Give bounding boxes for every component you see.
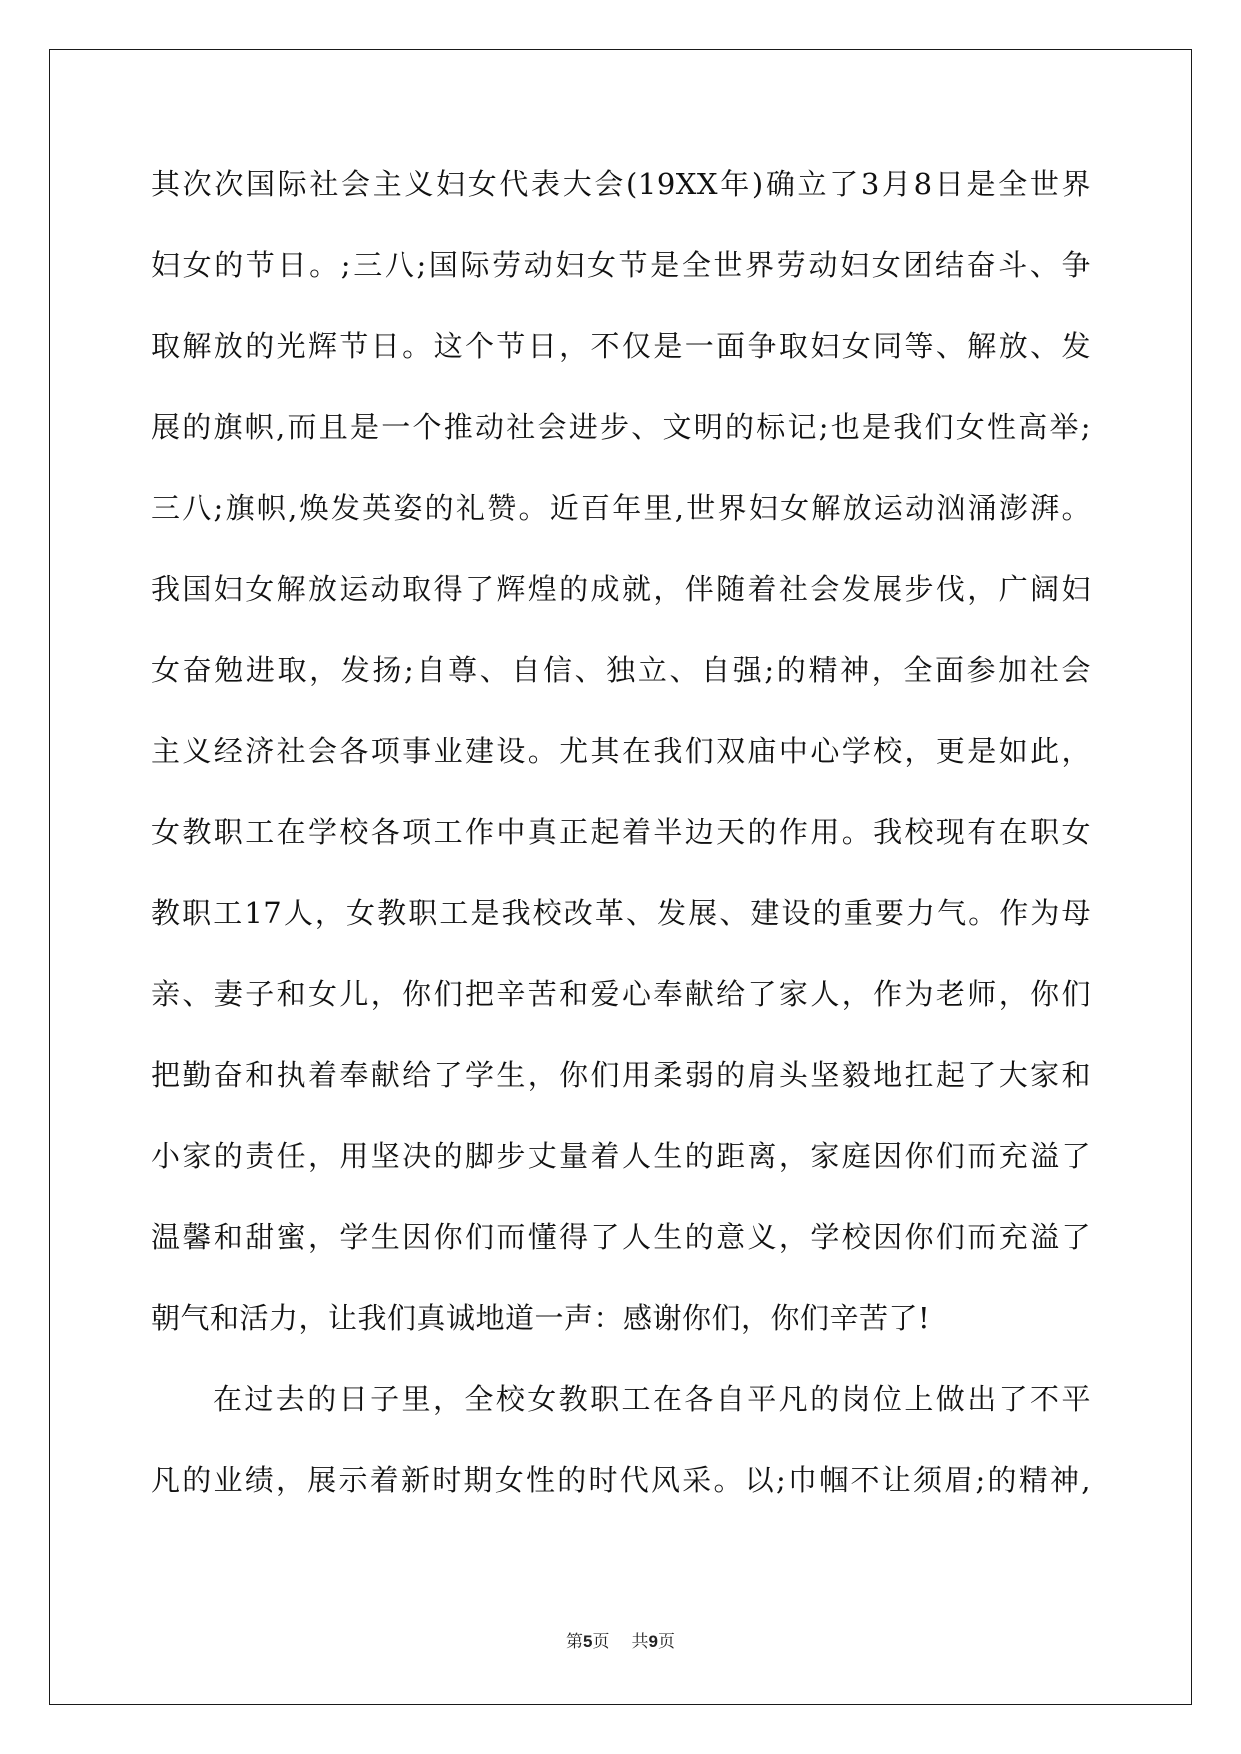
text-line: 把勤奋和执着奉献给了学生，你们用柔弱的肩头坚毅地扛起了大家和 [151,1058,1091,1092]
text-line: 三八;旗帜,焕发英姿的礼赞。近百年里,世界妇女解放运动汹涌澎湃。 [151,491,1091,525]
text-line: 小家的责任，用坚决的脚步丈量着人生的距离，家庭因你们而充溢了 [151,1139,1091,1173]
text-line: 展的旗帜,而且是一个推动社会进步、文明的标记;也是我们女性高举; [151,410,1091,444]
text-line: 亲、妻子和女儿，你们把辛苦和爱心奉献给了家人，作为老师，你们 [151,977,1091,1011]
document-body [151,156,1091,1533]
page-footer [0,1627,1241,1652]
paragraph-end-line: 朝气和活力，让我们真诚地道一声：感谢你们，你们辛苦了! [151,1301,931,1335]
text-line: 女奋勉进取，发扬;自尊、自信、独立、自强;的精神，全面参加社会 [151,653,1091,687]
text-line: 妇女的节日。;三八;国际劳动妇女节是全世界劳动妇女团结奋斗、争 [151,248,1091,282]
text-line: 其次次国际社会主义妇女代表大会(19XX年)确立了3月8日是全世界 [151,167,1091,201]
text-line: 女教职工在学校各项工作中真正起着半边天的作用。我校现有在职女 [151,815,1091,849]
page-number-current: 5 [583,1632,593,1651]
text-line: 我国妇女解放运动取得了辉煌的成就，伴随着社会发展步伐，广阔妇 [151,572,1091,606]
total-unit: 页 [657,1632,675,1652]
text-line: 取解放的光辉节日。这个节日，不仅是一面争取妇女同等、解放、发 [151,329,1091,363]
text-line: 主义经济社会各项事业建设。尤其在我们双庙中心学校，更是如此， [151,734,1091,768]
page-prefix: 第 [566,1632,584,1652]
page-number-total: 9 [648,1632,658,1651]
paragraph-start-line: 在过去的日子里，全校女教职工在各自平凡的岗位上做出了不平 [213,1382,1091,1416]
page-unit: 页 [592,1632,610,1652]
text-line: 温馨和甜蜜，学生因你们而懂得了人生的意义，学校因你们而充溢了 [151,1220,1091,1254]
total-prefix: 共 [631,1632,649,1652]
text-line: 凡的业绩，展示着新时期女性的时代风采。以;巾帼不让须眉;的精神, [151,1463,1091,1497]
text-line: 教职工17人，女教职工是我校改革、发展、建设的重要力气。作为母 [151,896,1091,930]
